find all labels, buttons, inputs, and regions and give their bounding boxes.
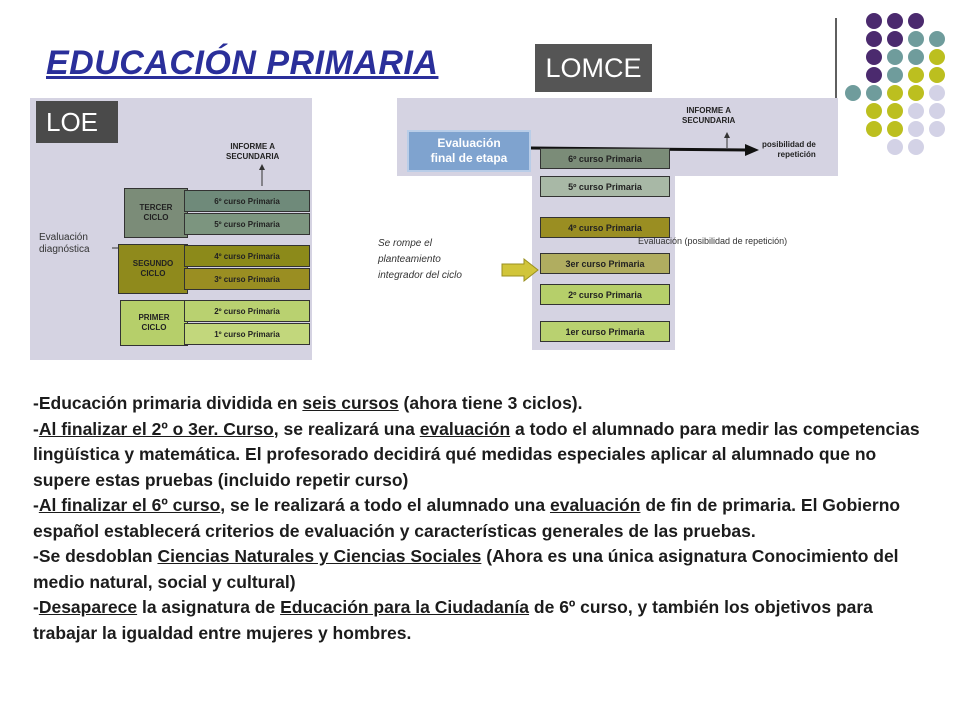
- decorative-dot: [908, 49, 924, 65]
- underlined-text: seis cursos: [302, 393, 399, 413]
- bullet-paragraph: [33, 417, 938, 494]
- page-title: EDUCACIÓN PRIMARIA: [46, 44, 439, 82]
- loe-informe-label: INFORME A SECUNDARIA: [226, 142, 280, 161]
- bullet-dash: -: [33, 546, 39, 566]
- paragraph-text: la asignatura de: [137, 597, 281, 617]
- paragraph-text: (ahora tiene 3 ciclos).: [398, 393, 583, 413]
- lomce-course-5: 5º curso Primaria: [540, 176, 670, 197]
- paragraph-text: (Ahora es una única asignatura Conocimiento del medio natural, social y cultural): [33, 546, 899, 592]
- decorative-dot: [908, 13, 924, 29]
- loe-eval-label: Evaluación diagnóstica: [39, 232, 90, 255]
- paragraph-text: Educación primaria dividida en: [38, 393, 303, 413]
- right-arrow-icon: [500, 258, 540, 282]
- decorative-dot: [887, 121, 903, 137]
- ciclo-note: Se rompe el planteamiento integrador del ciclo: [378, 238, 462, 281]
- lomce-course-4: 4º curso Primaria: [540, 217, 670, 238]
- evaluacion-final-box: Evaluación final de etapa: [407, 130, 531, 172]
- decorative-dot: [866, 13, 882, 29]
- decorative-dot: [887, 13, 903, 29]
- decorative-dot: [929, 31, 945, 47]
- decorative-dot: [887, 67, 903, 83]
- lomce-course-3: 3er curso Primaria: [540, 253, 670, 274]
- decorative-dot: [908, 85, 924, 101]
- decorative-dot: [908, 139, 924, 155]
- lomce-repeticion-label: posibilidad de repetición: [762, 140, 816, 159]
- decorative-dot: [887, 85, 903, 101]
- loe-course-2: 2º curso Primaria: [184, 300, 310, 322]
- bullet-paragraph: [33, 391, 938, 417]
- underlined-text: evaluación: [419, 418, 511, 439]
- decorative-dot: [929, 121, 945, 137]
- decorative-dot: [887, 31, 903, 47]
- decorative-dot: [929, 67, 945, 83]
- decorative-dot: [908, 31, 924, 47]
- decorative-dot: [908, 121, 924, 137]
- paragraph-text: a todo el alumnado para medir las competencias lingüística y matemática. El profesorado decidirá qué medidas especiales aplicar al alumnado que no supere estas pruebas (incluido repetir curso): [33, 418, 920, 490]
- bullet-paragraph: [33, 493, 938, 544]
- bullet-dash: -: [33, 495, 39, 515]
- loe-course-4: 4º curso Primaria: [184, 245, 310, 267]
- loe-course-6: 6º curso Primaria: [184, 190, 310, 212]
- decorative-dot: [866, 67, 882, 83]
- cycle-segundo: SEGUNDO CICLO: [118, 244, 188, 294]
- cycle-tercer: TERCER CICLO: [124, 188, 188, 238]
- decorative-dot: [866, 49, 882, 65]
- loe-course-5: 5º curso Primaria: [184, 213, 310, 235]
- decorative-dot: [866, 85, 882, 101]
- lomce-course-6: 6º curso Primaria: [540, 148, 670, 169]
- lomce-badge: LOMCE: [535, 44, 652, 92]
- paragraph-text: Se desdoblan: [38, 546, 158, 566]
- decorative-dot: [908, 103, 924, 119]
- bullet-paragraph: [33, 544, 938, 595]
- underlined-text: Al finalizar el 2º o 3er. Curso: [38, 418, 274, 439]
- decorative-dot: [845, 85, 861, 101]
- decorative-dot: [929, 85, 945, 101]
- evaluacion-repeticion-label: Evaluación (posibilidad de repetición): [638, 236, 788, 246]
- paragraph-text: , se le realizará a todo el alumnado una: [220, 495, 550, 515]
- bullet-dash: -: [33, 418, 39, 439]
- decorative-dot: [866, 103, 882, 119]
- underlined-text: evaluación: [549, 495, 641, 515]
- bullet-dash: -: [33, 393, 39, 413]
- body-text: [33, 391, 938, 646]
- bullet-dash: -: [33, 597, 39, 617]
- loe-badge: LOE: [36, 101, 118, 143]
- decorative-dot: [866, 31, 882, 47]
- bullet-paragraph: [33, 595, 938, 646]
- lomce-course-1: 1er curso Primaria: [540, 321, 670, 342]
- decorative-dot: [866, 121, 882, 137]
- underlined-text: Ciencias Naturales y Ciencias Sociales: [157, 546, 482, 566]
- underlined-text: Desaparece: [38, 597, 138, 617]
- loe-course-1: 1º curso Primaria: [184, 323, 310, 345]
- paragraph-text: , se realizará una: [273, 418, 420, 439]
- lomce-course-2: 2º curso Primaria: [540, 284, 670, 305]
- underlined-text: Educación para la Ciudadanía: [280, 597, 530, 617]
- decorative-dot: [908, 67, 924, 83]
- underlined-text: Al finalizar el 6º curso: [38, 495, 221, 515]
- paragraph-text: de 6º curso, y también los objetivos para trabajar la igualdad entre mujeres y hombres.: [33, 597, 873, 643]
- loe-course-3: 3º curso Primaria: [184, 268, 310, 290]
- cycle-primer: PRIMER CICLO: [120, 300, 188, 346]
- decorative-dot: [887, 139, 903, 155]
- decorative-dot: [887, 103, 903, 119]
- paragraph-text: de fin de primaria. El Gobierno español establecerá criterios de evaluación y características generales de las pruebas.: [33, 495, 901, 541]
- decorative-dot: [929, 103, 945, 119]
- lomce-informe-label: INFORME A SECUNDARIA: [682, 106, 736, 125]
- decorative-dot: [929, 49, 945, 65]
- decorative-dot: [887, 49, 903, 65]
